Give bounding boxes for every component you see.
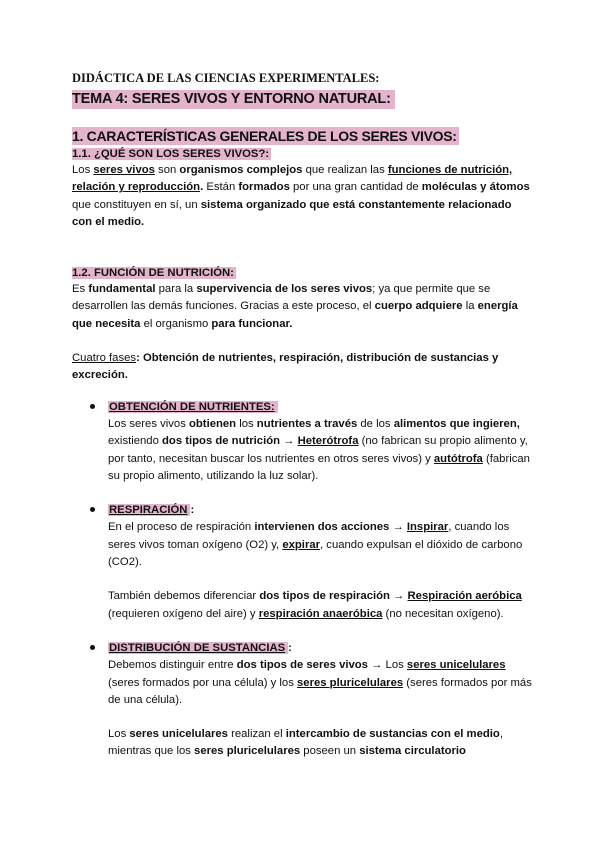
- paragraph-distribucion-2: Los seres unicelulares realizan el intercambio de sustancias con el medio, mientras que los seres pluricelulares poseen un sistema circulatorio: [108, 728, 503, 758]
- paragraph-respiracion-1: En el proceso de respiración intervienen dos acciones → Inspirar, cuando los seres vivos toman oxígeno (O2) y, expirar, cuando expulsan el dióxido de carbono (CO2).: [108, 521, 523, 569]
- bullet-dot: [90, 404, 95, 409]
- document-page: [72, 70, 532, 761]
- bullet-dot: [90, 645, 95, 650]
- subsection-1-1-title: [72, 146, 532, 162]
- paragraph-que-son: Los seres vivos son organismos complejos que realizan las funciones de nutrición, relación y reproducción. Están formados por una gran cantidad de moléculas y átomos que constituyen en sí, un sistema organizado que está constantemente relacionado con el medio.: [72, 164, 530, 228]
- bullet-dot: [90, 507, 95, 512]
- distribucion-title: DISTRIBUCIÓN DE SUSTANCIAS: [108, 642, 288, 654]
- course-title: DIDÁCTICA DE LAS CIENCIAS EXPERIMENTALES:: [72, 71, 380, 85]
- phases-list: [72, 399, 532, 761]
- paragraph-respiracion-2: También debemos diferenciar dos tipos de respiración → Respiración aeróbica (requieren oxígeno del aire) y respiración anaeróbica (no necesitan oxígeno).: [108, 590, 522, 620]
- subsection-1-1-title-text: 1.1. ¿QUÉ SON LOS SERES VIVOS?:: [72, 148, 270, 160]
- paragraph-funcion-nutricion: Es fundamental para la supervivencia de los seres vivos; ya que permite que se desarrollen las demás funciones. Gracias a este proceso, el cuerpo adquiere la energía que necesita el organismo para funcionar.: [72, 283, 518, 330]
- obtencion-title: OBTENCIÓN DE NUTRIENTES:: [108, 401, 278, 413]
- paragraph-distribucion-1: Debemos distinguir entre dos tipos de seres vivos → Los seres unicelulares (seres formados por una célula) y los seres pluricelulares (seres formados por más de una célula).: [108, 659, 532, 706]
- list-item-obtencion: [72, 399, 532, 485]
- list-item-respiracion: RESPIRACIÓN : En el proceso de respiración intervienen dos acciones → Inspirar, cuando los seres vivos toman oxígeno (O2) y, expirar, cuando expulsan el dióxido de carbono (CO2). También debemos diferenciar dos tipos de respiración → Respiración aeróbica (requieren oxígeno del aire) y respiración anaeróbica (no necesitan oxígeno).: [72, 502, 532, 623]
- paragraph-obtencion: Los seres vivos obtienen los nutrientes a través de los alimentos que ingieren, existiendo dos tipos de nutrición → Heterótrofa (no fabrican su propio alimento y, por tanto, necesitan buscar los nutrientes en otros seres vivos) y autótrofa (fabrican su propio alimento, utilizando la luz solar).: [108, 417, 530, 482]
- respiracion-title: RESPIRACIÓN: [108, 504, 190, 516]
- list-item-distribucion: DISTRIBUCIÓN DE SUSTANCIAS : Debemos distinguir entre dos tipos de seres vivos → Los seres unicelulares (seres formados por una célula) y los seres pluricelulares (seres formados por más de una célula). Los seres unicelulares realizan el intercambio de sustancias con el medio, mientras que los seres pluricelulares poseen un sistema circulatorio: [72, 640, 532, 761]
- subsection-1-2-title-text: 1.2. FUNCIÓN DE NUTRICIÓN:: [72, 267, 234, 280]
- subsection-1-2-title: [72, 265, 532, 281]
- section-1-title: 1. CARACTERÍSTICAS GENERALES DE LOS SERES VIVOS:: [72, 128, 457, 144]
- tema-title: TEMA 4: SERES VIVOS Y ENTORNO NATURAL:: [72, 90, 395, 109]
- paragraph-cuatro-fases: Cuatro fases: Obtención de nutrientes, respiración, distribución de sustancias y excreción.: [72, 352, 499, 382]
- cuatro-fases-label: Cuatro fases: [72, 352, 137, 365]
